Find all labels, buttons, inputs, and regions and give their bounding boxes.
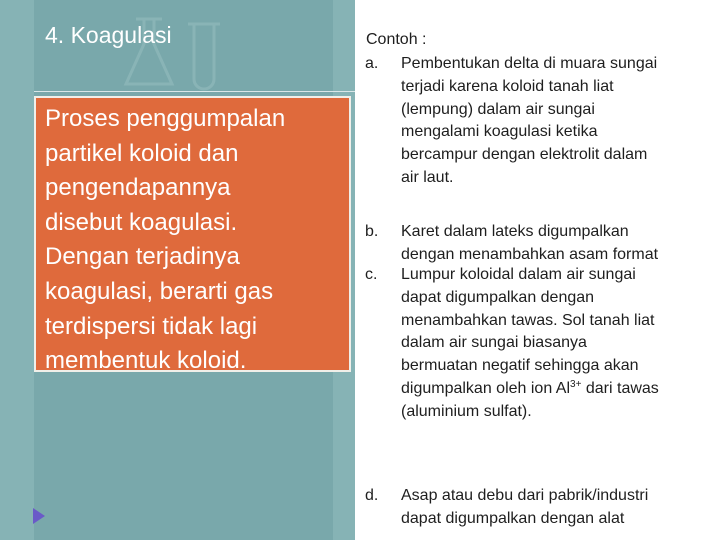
item-a-marker: a. (365, 55, 379, 72)
item-d-marker: d. (365, 487, 379, 504)
item-a-line: (lempung) dalam air sungai (401, 100, 595, 118)
item-b-line: Karet dalam lateks digumpalkan (401, 223, 629, 240)
play-triangle-icon[interactable] (32, 507, 46, 525)
ion-charge: 3+ (570, 378, 582, 390)
item-a-text (401, 53, 657, 190)
item-b-text (401, 221, 658, 267)
item-a-line: mengalami koagulasi ketika (401, 123, 598, 141)
item-a-line: Pembentukan delta di muara sungai (401, 55, 658, 72)
item-a-line: terjadi karena koloid tanah liat (401, 77, 614, 95)
examples-intro: Contoh : (366, 31, 427, 48)
item-d-text (401, 485, 648, 531)
item-c-line: (aluminium sulfat). (401, 402, 532, 420)
item-b-marker: b. (365, 223, 379, 240)
item-c-line: dalam air sungai biasanya (401, 334, 587, 352)
item-b-line: dengan menambahkan asam format (401, 245, 659, 263)
left-margin-band (0, 0, 34, 540)
ion-line-before: digumpalkan oleh ion Al (401, 379, 571, 397)
item-c-line: Lumpur koloidal dalam air sungai (401, 266, 636, 283)
item-c-marker: c. (365, 266, 378, 283)
item-c-text (401, 264, 659, 424)
item-c-ion-line (401, 378, 659, 401)
title-divider (34, 91, 355, 92)
item-a-line: bercampur dengan elektrolit dalam (401, 146, 648, 164)
slide-title: 4. Koagulasi (45, 22, 172, 48)
item-c-line: dapat digumpalkan dengan (401, 288, 595, 306)
item-a-line: air laut. (401, 168, 454, 186)
item-c-line: bermuatan negatif sehingga akan (401, 357, 639, 375)
definition-text: Proses penggumpalan partikel koloid dan pengendapannya disebut koagulasi. Dengan terjadinya koagulasi, berarti gas terdispersi tidak lagi membentuk koloid. (45, 105, 286, 375)
item-d-line: dapat digumpalkan dengan alat (401, 509, 625, 527)
item-d-line: Asap atau debu dari pabrik/industri (401, 487, 649, 504)
ion-line-after: dari tawas (581, 379, 659, 397)
item-c-line: menambahkan tawas. Sol tanah liat (401, 311, 655, 329)
examples-panel (355, 0, 720, 540)
